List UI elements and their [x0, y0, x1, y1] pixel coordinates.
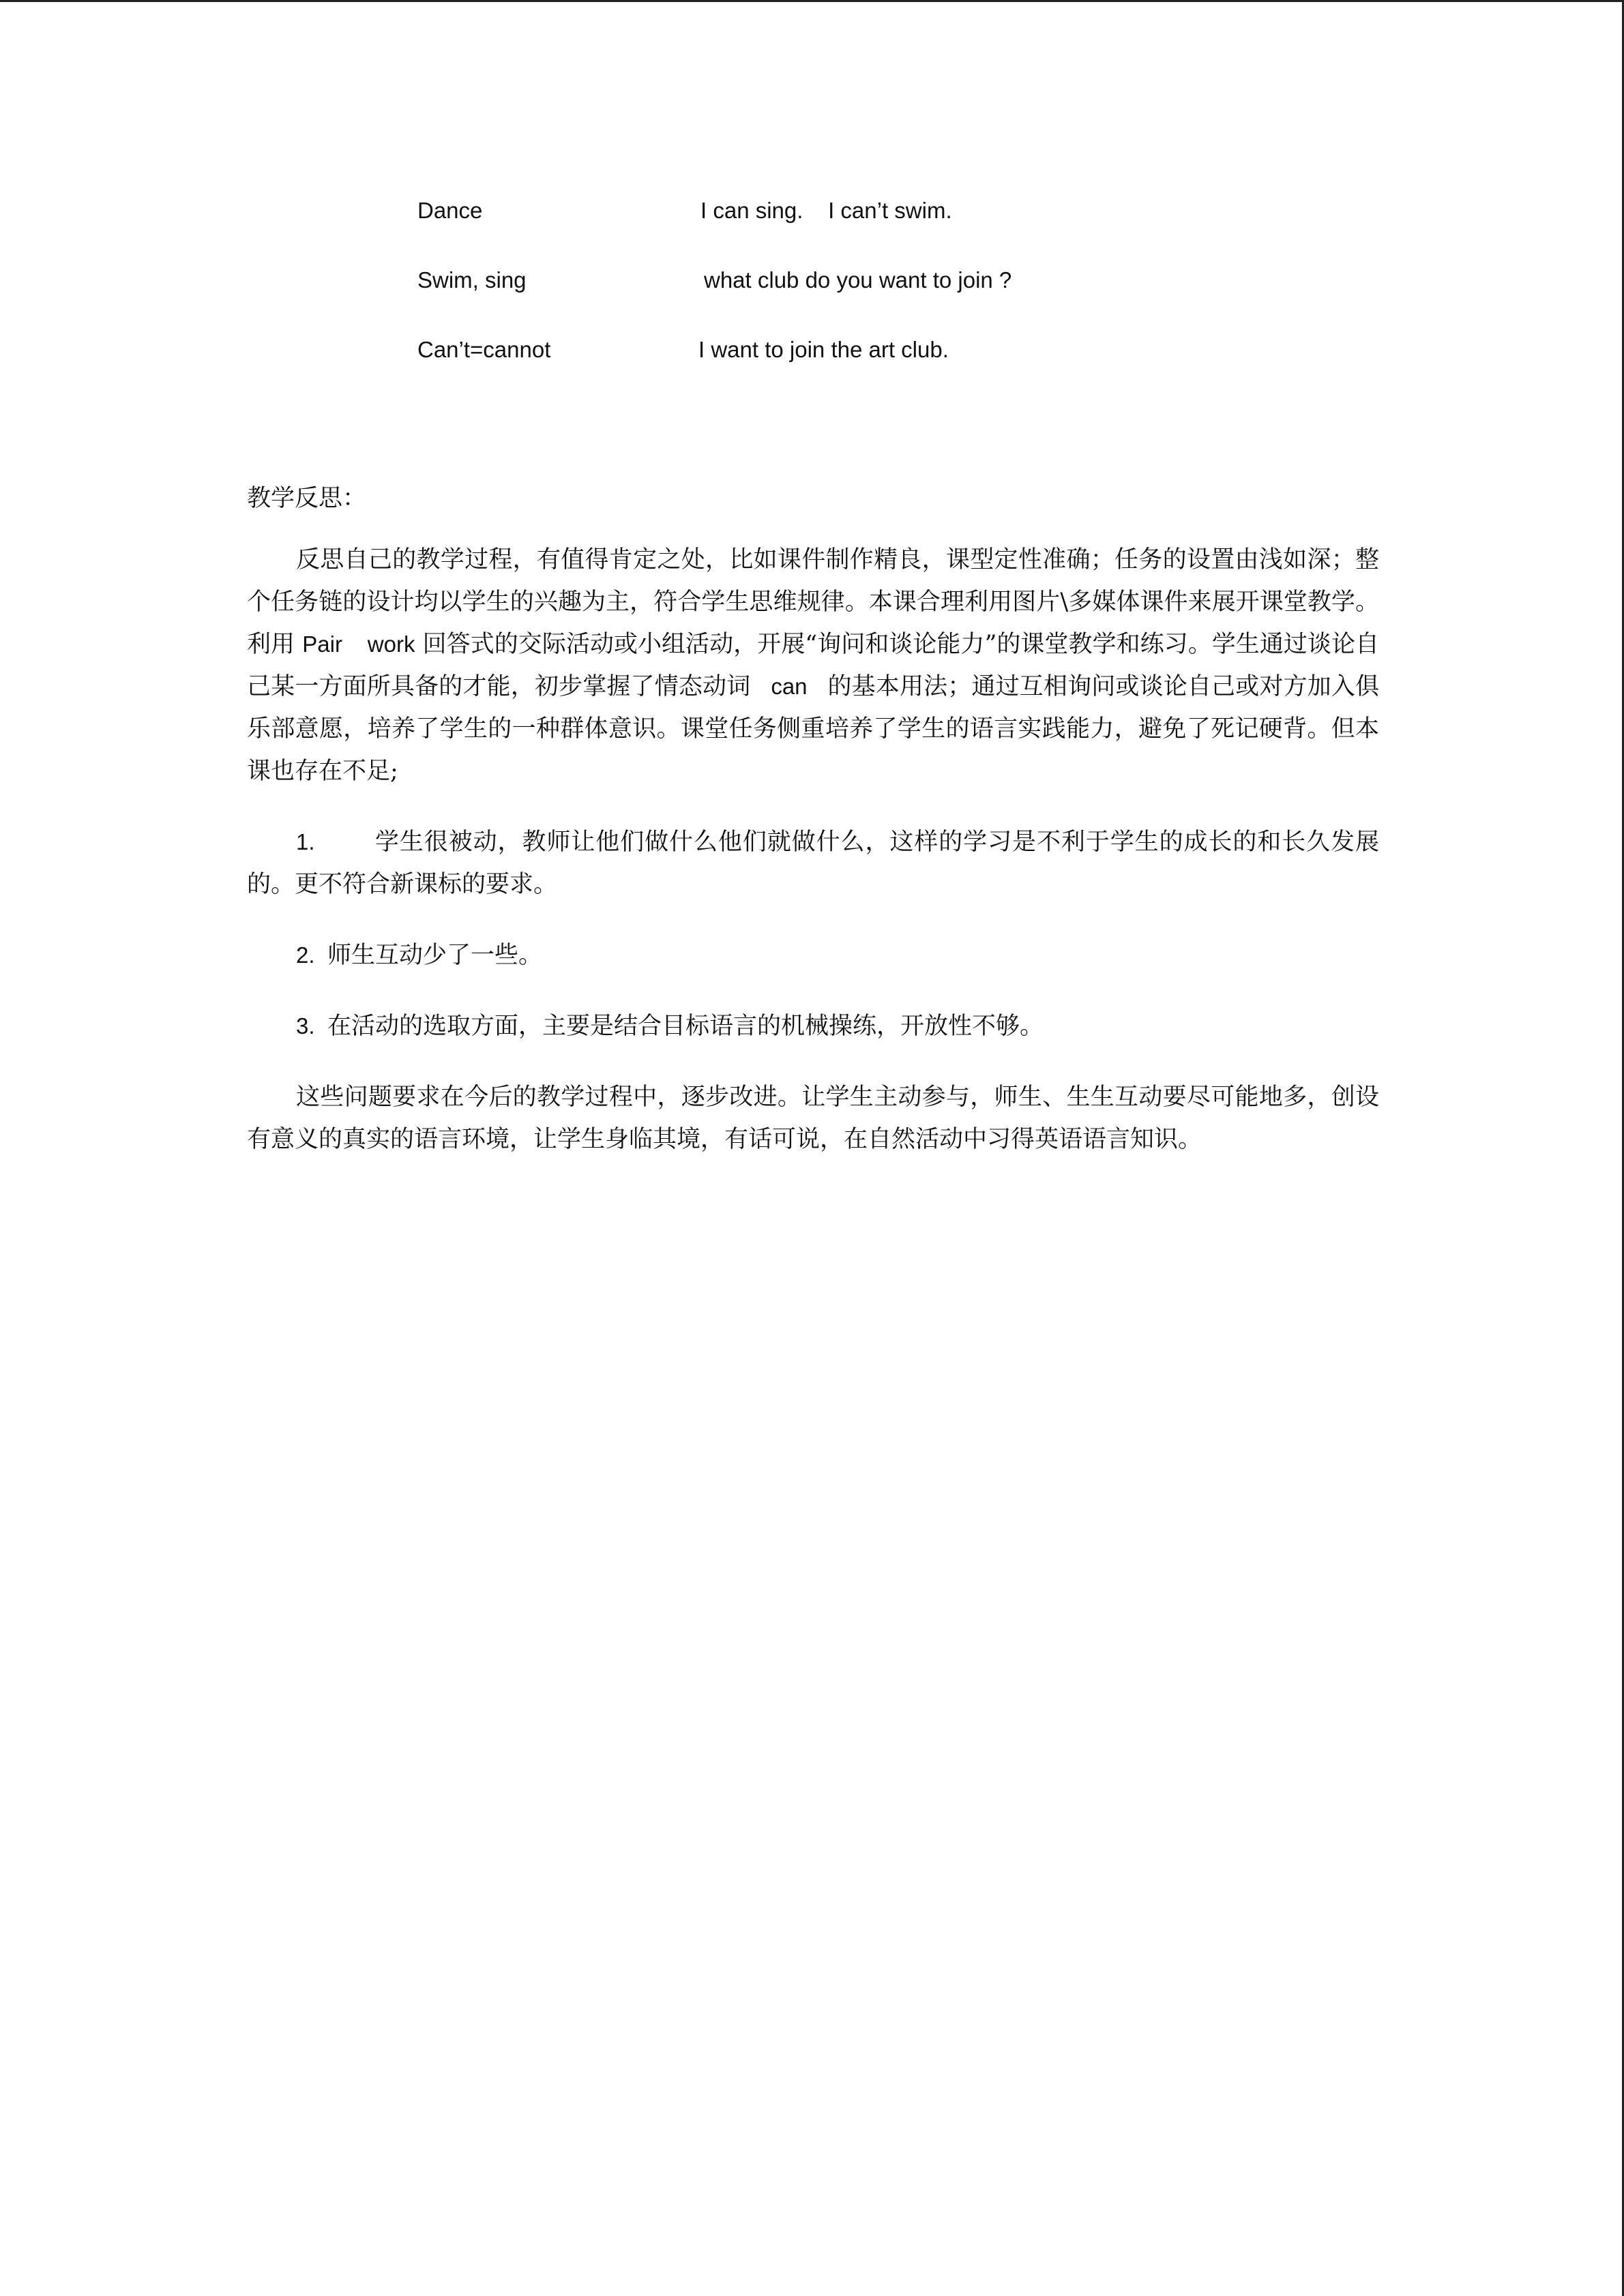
intro-text: 反思自己的教学过程，有值得肯定之处，比如课件制作精良，课型定性准确；任务的设置由浅如深；整个任务链的设计均以学生的兴趣为主，符合学生思维规律。本课合理利用图片\多媒体课件来展开课堂教学。利用	[247, 546, 1379, 658]
page-border-top	[0, 0, 1624, 2]
intro-text: 的基本用法；通过互相询问或谈论自己或对方加入俱乐部意愿，培养了学生的一种群体意识。课堂任务侧重培养了学生的语言实践能力，避免了死记硬背。但本课也存在不足;	[247, 673, 1379, 785]
intro-text: 回答式的交际活动或小组活动，开展“询问和谈论能力”的课堂教学和练习。学生通过谈论自己某一方面所具备的才能，初步掌握了情态动词	[247, 631, 1379, 700]
board-row	[417, 198, 1236, 267]
reflection-intro-paragraph	[247, 539, 1379, 792]
board-word: Swim, sing	[417, 267, 527, 293]
board-sentence: what club do you want to join ?	[704, 267, 1012, 293]
blackboard-design	[417, 198, 1236, 406]
board-sentence: I want to join the art club.	[698, 337, 949, 362]
intro-latin-term: Pair work	[302, 631, 415, 657]
list-number: 3.	[296, 1013, 315, 1039]
list-item	[247, 821, 1379, 906]
list-text: 师生互动少了一些。	[327, 942, 543, 969]
board-row	[417, 267, 1236, 337]
intro-latin-term: can	[758, 674, 821, 699]
list-number: 2.	[296, 942, 315, 968]
list-item	[247, 934, 1379, 976]
list-number: 1.	[296, 829, 315, 854]
teaching-reflection	[247, 477, 1379, 1189]
reflection-closing-paragraph: 这些问题要求在今后的教学过程中，逐步改进。让学生主动参与，师生、生生互动要尽可能地多，创设有意义的真实的语言环境，让学生身临其境，有话可说，在自然活动中习得英语语言知识。	[247, 1084, 1379, 1153]
list-text: 学生很被动，教师让他们做什么他们就做什么，这样的学习是不利于学生的成长的和长久发展的。更不符合新课标的要求。	[247, 829, 1379, 898]
list-text: 在活动的选取方面，主要是结合目标语言的机械操练，开放性不够。	[327, 1013, 1044, 1040]
board-word: Dance	[417, 198, 483, 223]
board-row	[417, 337, 1236, 406]
board-sentence: I can sing. I can’t swim.	[700, 198, 952, 223]
board-word: Can’t=cannot	[417, 337, 551, 362]
reflection-heading: 教学反思：	[247, 485, 367, 512]
list-item	[247, 1005, 1379, 1047]
